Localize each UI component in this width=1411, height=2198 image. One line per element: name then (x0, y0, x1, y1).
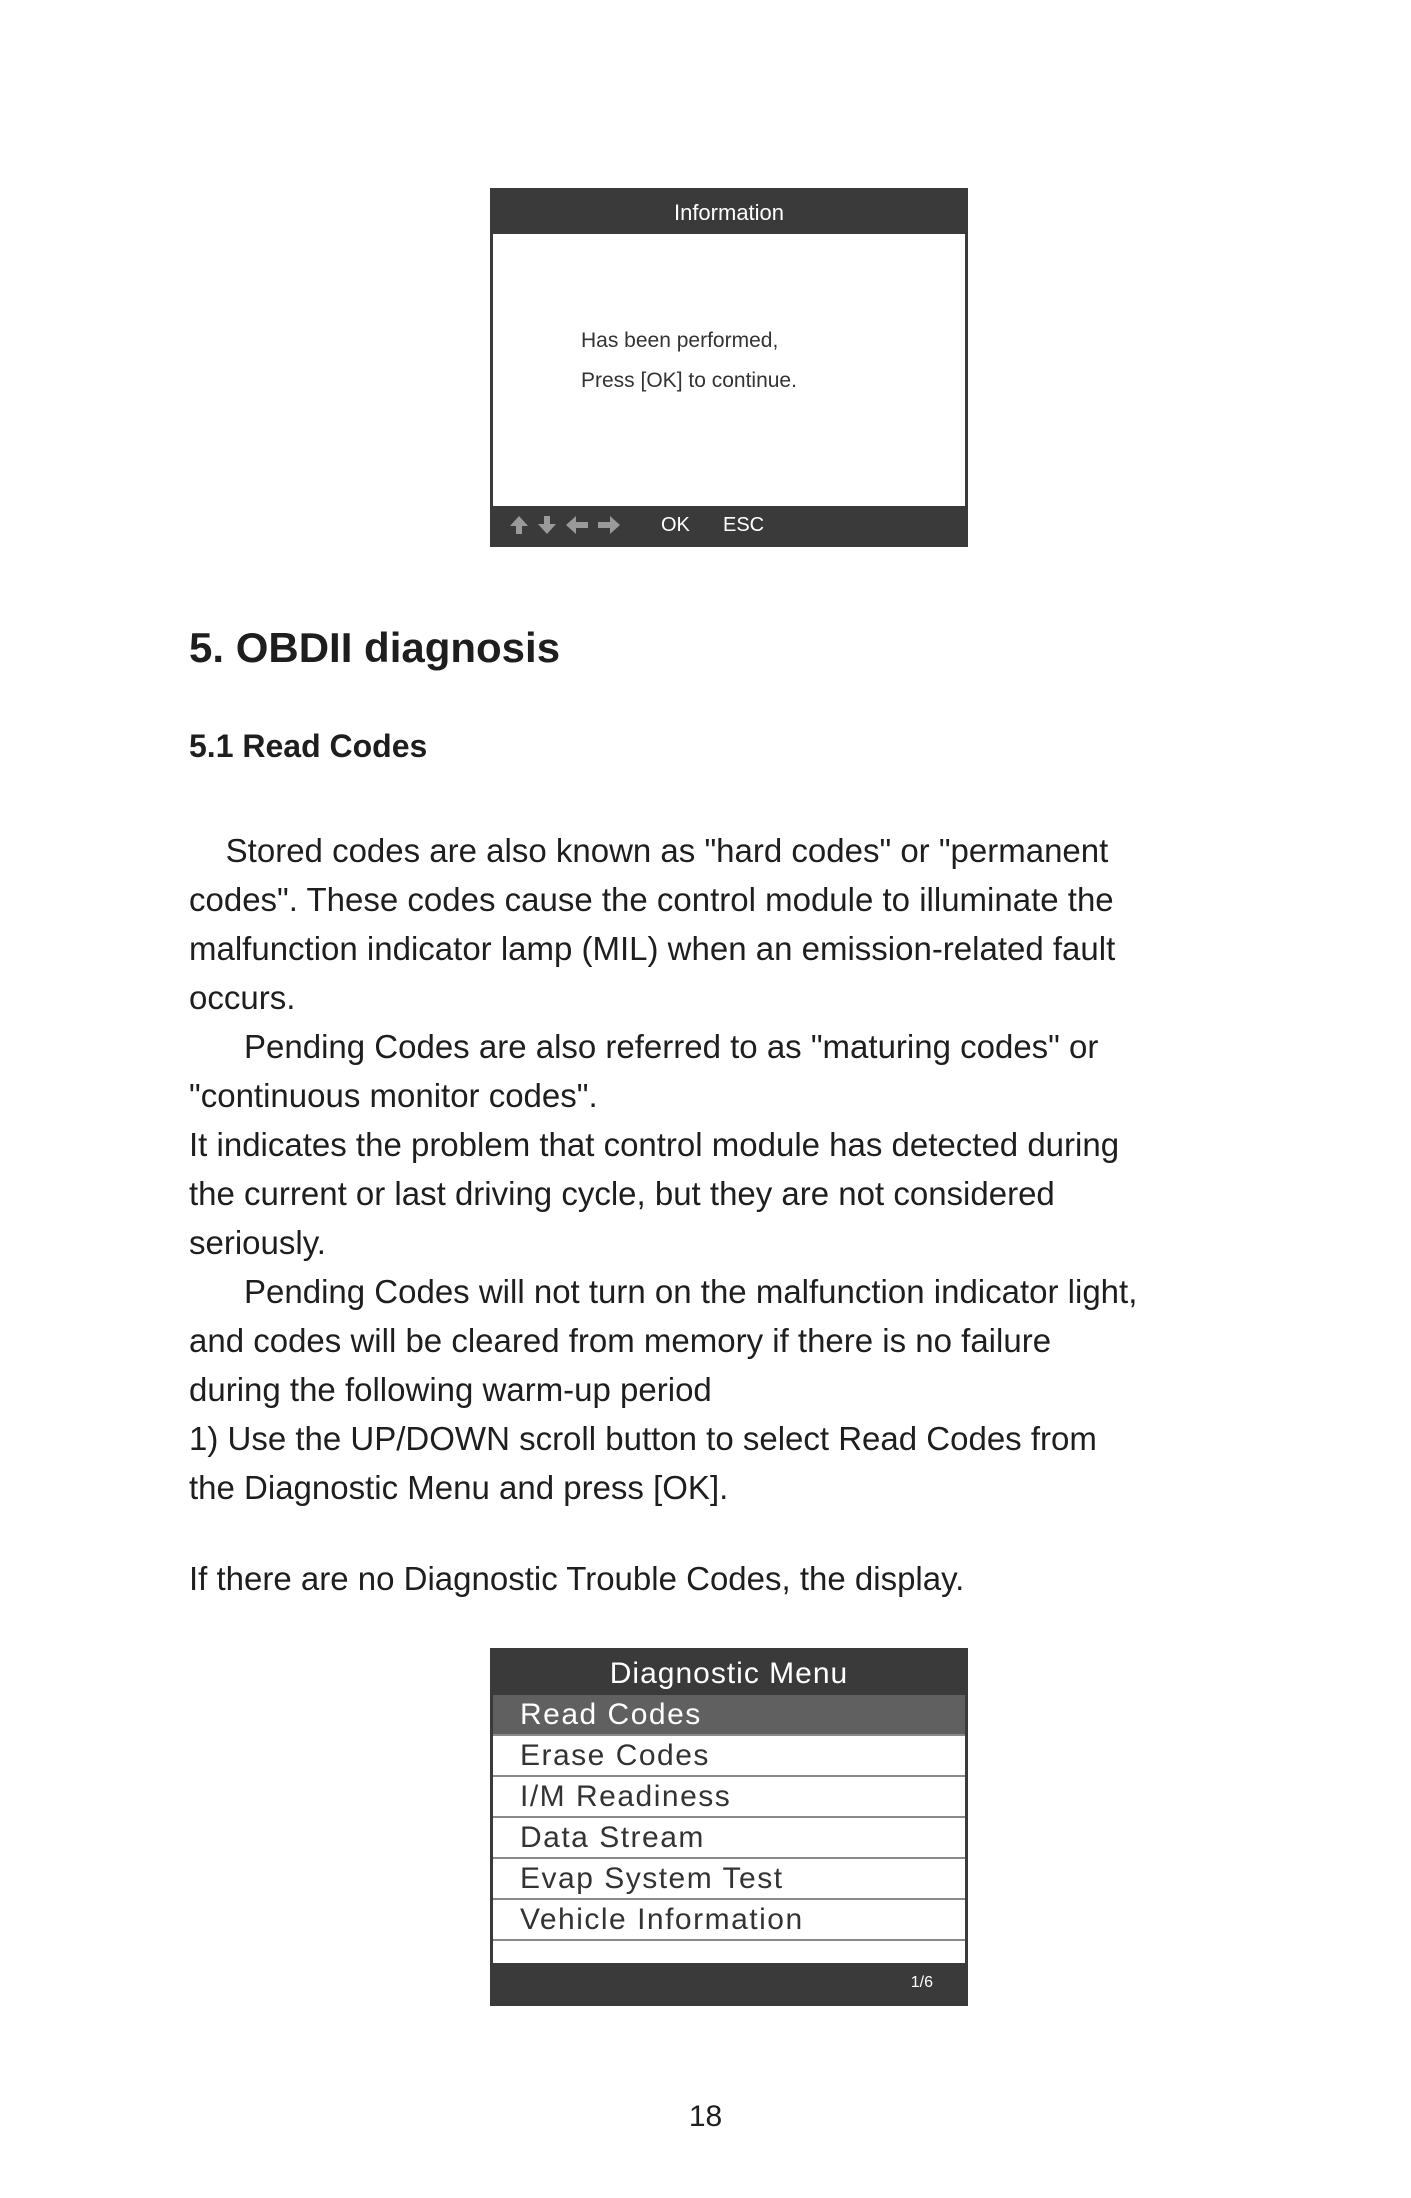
body-line: It indicates the problem that control module has detected during (189, 1126, 1120, 1163)
body-line: codes". These codes cause the control module to illuminate the (189, 881, 1114, 918)
information-message (581, 321, 797, 401)
body-line: Pending Codes will not turn on the malfunction indicator light, (189, 1273, 1138, 1310)
menu-item-erase-codes[interactable]: Erase Codes (493, 1736, 965, 1777)
body-line: occurs. (189, 979, 296, 1016)
no-codes-note (189, 1554, 1249, 1603)
menu-item-im-readiness[interactable]: I/M Readiness (493, 1777, 965, 1818)
body-line: "continuous monitor codes". (189, 1077, 598, 1114)
esc-button[interactable]: ESC (723, 514, 765, 536)
arrow-right-icon[interactable] (595, 513, 623, 537)
information-footer (493, 506, 965, 544)
body-line: 1) Use the UP/DOWN scroll button to select Read Codes from (189, 1420, 1097, 1457)
note-line: If there are no Diagnostic Trouble Codes, the display. (189, 1560, 965, 1597)
subsection-heading: 5.1 Read Codes (189, 728, 428, 764)
section-heading: 5. OBDII diagnosis (189, 624, 561, 671)
arrow-down-icon[interactable] (535, 513, 559, 537)
diagnostic-menu-title: Diagnostic Menu (493, 1651, 965, 1695)
ok-button[interactable]: OK (661, 514, 690, 536)
body-line: malfunction indicator lamp (MIL) when an emission-related fault (189, 930, 1116, 967)
body-line: seriously. (189, 1224, 326, 1261)
diagnostic-menu-footer (493, 1963, 965, 2003)
menu-item-read-codes[interactable]: Read Codes (493, 1695, 965, 1736)
menu-item-data-stream[interactable]: Data Stream (493, 1818, 965, 1859)
body-line: and codes will be cleared from memory if there is no failure (189, 1322, 1052, 1359)
arrow-left-icon[interactable] (563, 513, 591, 537)
nav-arrows (507, 513, 623, 537)
information-screen (490, 188, 968, 547)
page-indicator: 1/6 (910, 1974, 933, 1991)
body-paragraphs (189, 826, 1249, 1512)
body-line: Stored codes are also known as "hard codes" or "permanent (189, 832, 1109, 869)
arrow-up-icon[interactable] (507, 513, 531, 537)
body-line: the current or last driving cycle, but they are not considered (189, 1175, 1055, 1212)
page-number: 18 (688, 2100, 723, 2133)
message-line-2: Press [OK] to continue. (581, 369, 797, 392)
message-line-1: Has been performed, (581, 329, 779, 352)
menu-item-evap-system-test[interactable]: Evap System Test (493, 1859, 965, 1900)
information-title: Information (493, 191, 965, 234)
menu-item-vehicle-information[interactable]: Vehicle Information (493, 1900, 965, 1941)
body-line: Pending Codes are also referred to as "maturing codes" or (189, 1028, 1099, 1065)
diagnostic-menu-screen (490, 1648, 968, 2006)
body-line: during the following warm-up period (189, 1371, 712, 1408)
body-line: the Diagnostic Menu and press [OK]. (189, 1469, 729, 1506)
